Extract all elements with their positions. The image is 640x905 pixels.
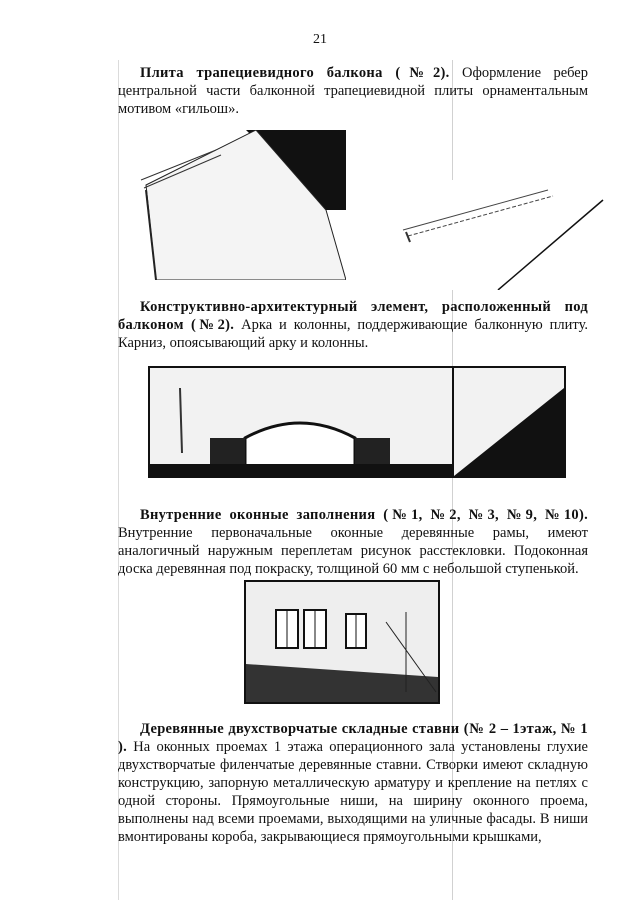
section-heading: Внутренние оконные заполнения (№1, №2, №3, №9, №10). [140,507,588,523]
section-balcony-slab [118,64,588,118]
photo-arch-columns [148,366,454,478]
page-number: 21 [313,32,327,47]
section-heading: Конструктивно-архитектурный элемент, расположенный под балконом (№2). [118,299,588,333]
photo-balcony-slab-left [136,130,346,280]
section-heading: Деревянные двухстворчатые складные ставни (№ 2 – 1этаж, № 1 ). [118,721,588,755]
section-text: На оконных проемах 1 этажа операционного зала установлены глухие двухстворчатые филенчатые деревянные ставни. Створки имеют складную конструкцию, запорную металлическую арматуру и крепление на петлях с одной стороны. Прямоугольные ниши, на ширину оконного проема, выполнены над всеми проемами, выходящими на уличные фасады. В ниши вмонтированы короба, закрывающиеся прямоугольными крышками, [118,739,588,845]
section-wooden-shutters [118,720,588,846]
photo-arch-detail [452,366,566,478]
photo-balcony-slab-right [398,180,608,290]
section-text: Арка и колонны, поддерживающие балконную плиту. Карниз, опоясывающий арку и колонны. [118,317,588,351]
section-text: Внутренние первоначальные оконные деревянные рамы, имеют аналогичный наружным переплетам рисунок расстекловки. Подоконная доска деревянная под покраску, толщиной 60 мм с небольшой ступенькой. [118,525,588,577]
section-text: Оформление ребер центральной части балконной трапециевидной плиты орнаментальным мотивом «гильош». [118,65,588,117]
section-heading: Плита трапециевидного балкона (№2). [140,65,450,81]
section-window-fillings [118,506,588,578]
photo-interior-hall [244,580,440,704]
section-arch-element [118,298,588,352]
